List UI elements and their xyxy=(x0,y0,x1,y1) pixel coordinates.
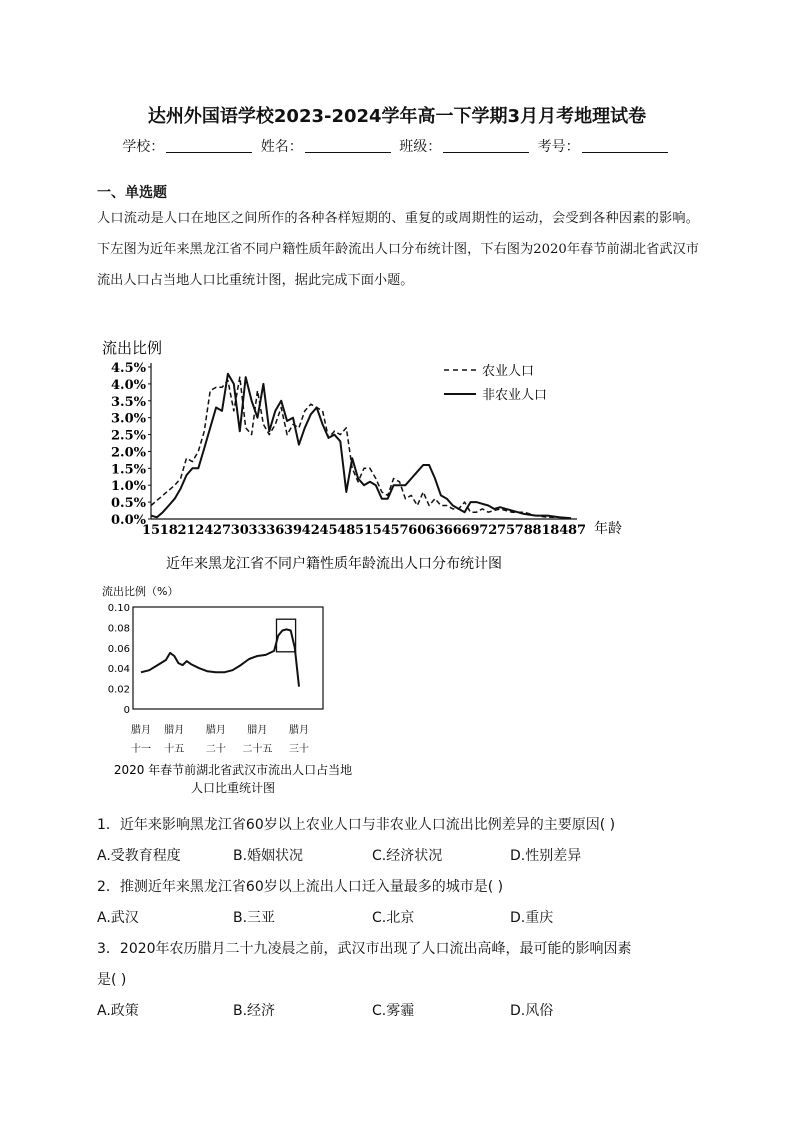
chart2-x-tick-label-top: 腊月 xyxy=(131,725,151,736)
section-title: 一、单选题 xyxy=(97,185,167,201)
chart1-y-tick-label: 0.5% xyxy=(111,496,146,512)
chart2-y-tick-label: 0.04 xyxy=(107,664,130,676)
class-label: 班级： xyxy=(399,139,442,155)
q3-option-b[interactable]: B.经济 xyxy=(233,1003,276,1019)
chart1-x-tick-label: 18 xyxy=(159,523,178,538)
student-info-line xyxy=(0,136,794,156)
chart1-y-tick-label: 4.0% xyxy=(111,377,146,393)
chart1-x-tick-label: 66 xyxy=(443,523,462,538)
chart1-title: 近年来黑龙江省不同户籍性质年龄流出人口分布统计图 xyxy=(166,556,502,572)
chart2-frame xyxy=(133,607,323,709)
q3-option-a[interactable]: A.政策 xyxy=(97,1003,139,1019)
chart1-x-tick-label: 51 xyxy=(354,523,374,538)
chart1-y-tick-label: 4.5% xyxy=(111,361,146,376)
chart2-x-tick-label-top: 腊月 xyxy=(164,725,185,736)
chart1-x-tick-label: 42 xyxy=(301,523,320,538)
chart1-x-tick-label: 78 xyxy=(514,523,533,538)
chart2-axes xyxy=(133,607,323,709)
chart1-legend xyxy=(444,364,547,403)
chart1-x-tick-label: 63 xyxy=(425,523,445,538)
chart1-x-tick-label: 75 xyxy=(496,523,516,538)
legend-label-agri: 农业人口 xyxy=(482,364,535,379)
name-label: 姓名： xyxy=(260,139,303,155)
q1-option-b[interactable]: B.婚姻状况 xyxy=(233,848,304,864)
chart1-x-tick-label: 30 xyxy=(230,523,249,538)
chart2-series xyxy=(141,629,299,686)
q3-option-d[interactable]: D.风俗 xyxy=(510,1003,554,1019)
chart1-y-tick-label: 1.5% xyxy=(111,462,146,478)
chart1-ylabel: 流出比例 xyxy=(102,339,163,357)
chart1-x-tick-label: 27 xyxy=(212,523,232,538)
legend-label-nonagri: 非农业人口 xyxy=(482,388,548,403)
school-label: 学校： xyxy=(122,139,165,155)
chart1-x-tick-label: 45 xyxy=(319,523,338,538)
q1-option-a[interactable]: A.受教育程度 xyxy=(97,848,181,864)
chart1-x-tick-label: 24 xyxy=(195,523,214,538)
exam-no-label: 考号： xyxy=(537,139,580,155)
chart1-axes xyxy=(151,363,577,519)
chart2-series-line xyxy=(141,629,299,686)
chart1-x-tick-label: 60 xyxy=(408,523,427,538)
chart1-y-tick-label: 2.5% xyxy=(111,428,146,444)
chart1-x-tick-label: 33 xyxy=(248,523,267,538)
question-2: 2．推测近年来黑龙江省60岁以上流出人口迁入量最多的城市是( ) xyxy=(97,879,504,895)
chart-wuhan-outflow xyxy=(96,578,386,800)
school-field[interactable] xyxy=(166,138,252,153)
chart1-x-tick-label: 84 xyxy=(550,523,569,538)
page-title: 达州外国语学校2023-2024学年高一下学期3月月考地理试卷 xyxy=(147,106,647,127)
chart1-y-tick-label: 3.5% xyxy=(111,394,146,410)
chart2-y-tick-label: 0 xyxy=(123,705,130,716)
question-1: 1．近年来影响黑龙江省60岁以上农业人口与非农业人口流出比例差异的主要原因( ) xyxy=(97,817,616,833)
chart1-x-tick-label: 21 xyxy=(177,523,196,538)
q3-option-c[interactable]: C.雾霾 xyxy=(372,1003,415,1019)
q2-option-c[interactable]: C.北京 xyxy=(372,910,415,926)
chart1-y-tick-label: 0.0% xyxy=(111,513,146,528)
chart1-x-tick-label: 69 xyxy=(461,523,480,538)
chart2-x-tick-label-top: 腊月 xyxy=(205,725,226,736)
chart2-ylabel: 流出比例（%） xyxy=(102,585,179,598)
chart1-x-tick-label: 81 xyxy=(532,523,551,538)
chart2-x-tick-label-top: 腊月 xyxy=(289,725,309,736)
chart1-y-tick-label: 2.0% xyxy=(111,445,146,461)
chart1-y-ticks xyxy=(111,361,151,528)
chart2-y-tick-label: 0.10 xyxy=(107,603,130,614)
chart1-x-tick-label: 72 xyxy=(479,523,498,538)
chart2-x-tick-label-top: 腊月 xyxy=(247,725,268,736)
chart2-x-tick-label-bottom: 十一 xyxy=(131,744,151,755)
chart1-xlabel: 年龄 xyxy=(594,521,622,537)
exam-no-field[interactable] xyxy=(582,138,668,153)
chart1-y-tick-label: 1.0% xyxy=(111,479,146,495)
question-3-line1: 3．2020年农历腊月二十九凌晨之前，武汉市出现了人口流出高峰，最可能的影响因素 xyxy=(97,941,632,957)
q2-option-a[interactable]: A.武汉 xyxy=(97,910,139,926)
class-field[interactable] xyxy=(443,138,529,153)
chart1-x-tick-label: 87 xyxy=(567,523,587,538)
chart1-x-tick-label: 39 xyxy=(283,523,303,538)
q1-option-d[interactable]: D.性别差异 xyxy=(510,848,582,864)
q2-option-d[interactable]: D.重庆 xyxy=(510,910,554,926)
chart-heilongjiang-outflow xyxy=(96,330,636,575)
chart2-y-ticks xyxy=(108,603,130,716)
chart1-x-ticks xyxy=(142,523,586,538)
intro-paragraph: 人口流动是人口在地区之间所作的各种各样短期的、重复的或周期性的运动，会受到各种因素的影响。下左图为近年来黑龙江省不同户籍性质年龄流出人口分布统计图，下右图为2020年春节前湖北省武汉市流出人口占当地人口比重统计图，据此完成下面小题。 xyxy=(97,211,699,288)
chart2-x-tick-label-bottom: 三十 xyxy=(289,744,309,755)
chart1-x-tick-label: 57 xyxy=(390,523,409,538)
chart2-y-tick-label: 0.06 xyxy=(107,643,130,655)
chart2-title-line2: 人口比重统计图 xyxy=(190,781,276,795)
question-3-line2: 是( ) xyxy=(97,972,127,988)
chart1-x-tick-label: 48 xyxy=(337,523,356,538)
chart2-x-tick-label-bottom: 二十五 xyxy=(242,744,273,755)
chart2-y-tick-label: 0.08 xyxy=(107,623,130,635)
chart2-x-tick-label-bottom: 十五 xyxy=(164,744,185,755)
q1-option-c[interactable]: C.经济状况 xyxy=(372,848,443,864)
chart1-x-tick-label: 15 xyxy=(141,523,161,538)
chart2-x-ticks xyxy=(131,723,309,755)
name-field[interactable] xyxy=(305,138,391,153)
chart2-y-tick-label: 0.02 xyxy=(107,684,130,696)
chart1-x-tick-label: 36 xyxy=(266,523,285,538)
q2-option-b[interactable]: B.三亚 xyxy=(233,910,276,926)
chart1-y-tick-label: 3.0% xyxy=(111,411,146,427)
chart2-title-line1: 2020 年春节前湖北省武汉市流出人口占当地 xyxy=(113,763,353,777)
chart1-x-tick-label: 54 xyxy=(372,523,391,538)
chart2-x-tick-label-bottom: 二十 xyxy=(205,744,226,755)
